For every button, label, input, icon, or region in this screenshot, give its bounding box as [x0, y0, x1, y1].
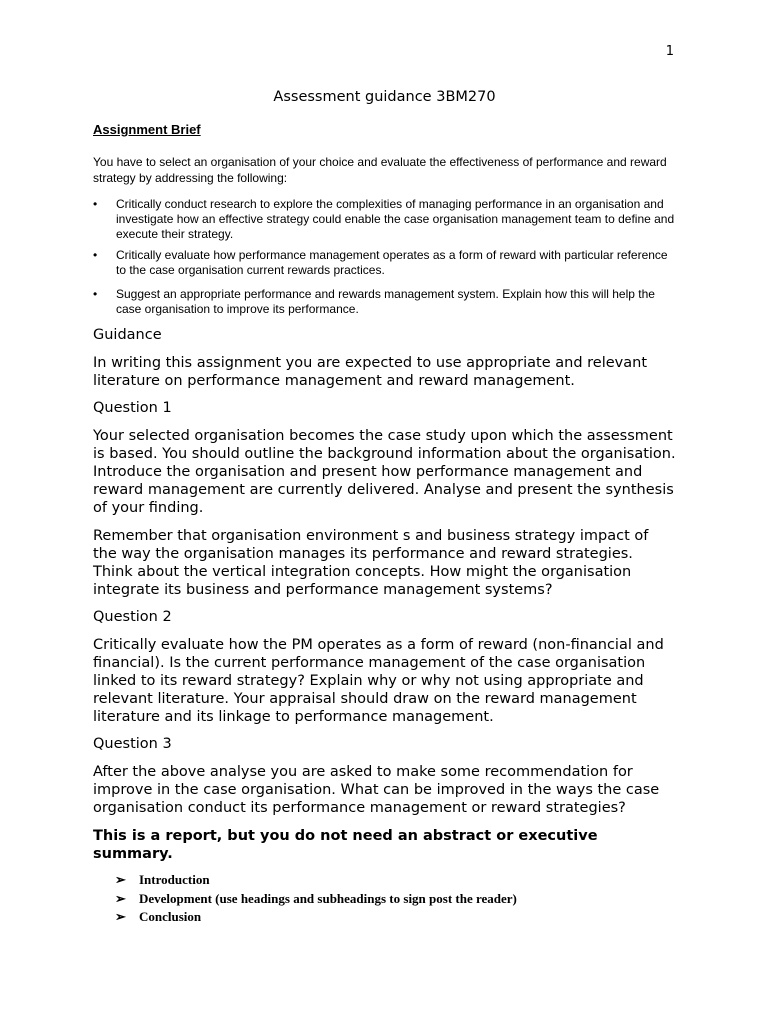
guidance-text: In writing this assignment you are expected to use appropriate and relevant literature on performance management and reward management.: [93, 355, 648, 389]
question-1-paragraph: Your selected organisation becomes the case study upon which the assessment is based. You should outline the background information about the organisation. Introduce the organisation and present how performance management and reward management are currently delivered. Analyse and present the synthesis of your finding.: [93, 428, 676, 516]
question-2-heading: Question 2: [93, 609, 172, 625]
document-body: [93, 88, 676, 927]
list-item: [93, 248, 676, 278]
list-item-text: Critically evaluate how performance management operates as a form of reward with particular reference to the case organisation current rewards practices.: [116, 248, 668, 277]
bullet-icon: •: [93, 197, 98, 211]
list-item-text: Development (use headings and subheadings to sign post the reader): [139, 890, 517, 906]
question-1-heading: Question 1: [93, 400, 172, 416]
bullet-icon: •: [93, 248, 98, 262]
list-item: [115, 871, 676, 890]
arrow-bullet-icon: ➢: [115, 872, 126, 887]
list-item-text: Critically conduct research to explore the complexities of managing performance in an organisation and investigate how an effective strategy could enable the case organisation management team to define and execute their strategy.: [116, 197, 675, 241]
document-title: Assessment guidance 3BM270: [273, 89, 496, 105]
question-1-paragraph: Remember that organisation environment s and business strategy impact of the way the organisation manages its performance and reward strategies. Think about the vertical integration concepts. How might the organisation integrate its business and performance management systems?: [93, 528, 649, 598]
list-item-text: Suggest an appropriate performance and rewards management system. Explain how this will help the case organisation to improve its performance.: [116, 287, 655, 316]
list-item-text: Introduction: [139, 872, 210, 887]
list-item: [115, 908, 676, 927]
report-note: This is a report, but you do not need an abstract or executive summary.: [93, 828, 598, 862]
list-item: [93, 287, 676, 317]
list-item: [115, 890, 676, 909]
list-item: [93, 197, 676, 242]
page-number: 1: [665, 44, 674, 59]
assignment-brief-list: [93, 197, 676, 317]
bullet-icon: •: [93, 287, 98, 301]
guidance-heading: Guidance: [93, 327, 162, 343]
question-3-text: After the above analyse you are asked to make some recommendation for improve in the case organisation. What can be improved in the ways the case organisation conduct its performance management or reward strategies?: [93, 764, 660, 816]
assignment-brief-heading: Assignment Brief: [93, 122, 201, 137]
assignment-brief-intro: You have to select an organisation of your choice and evaluate the effectiveness of performance and reward strategy by addressing the following:: [93, 155, 667, 185]
report-structure-list: [115, 871, 676, 927]
arrow-bullet-icon: ➢: [115, 909, 126, 924]
list-item-text: Conclusion: [139, 909, 202, 924]
arrow-bullet-icon: ➢: [115, 890, 126, 906]
question-2-text: Critically evaluate how the PM operates as a form of reward (non-financial and financial). Is the current performance management of the case organisation linked to its reward strategy? Explain why or why not using appropriate and relevant literature. Your appraisal should draw on the reward management literature and its linkage to performance management.: [93, 637, 664, 725]
question-3-heading: Question 3: [93, 736, 172, 752]
